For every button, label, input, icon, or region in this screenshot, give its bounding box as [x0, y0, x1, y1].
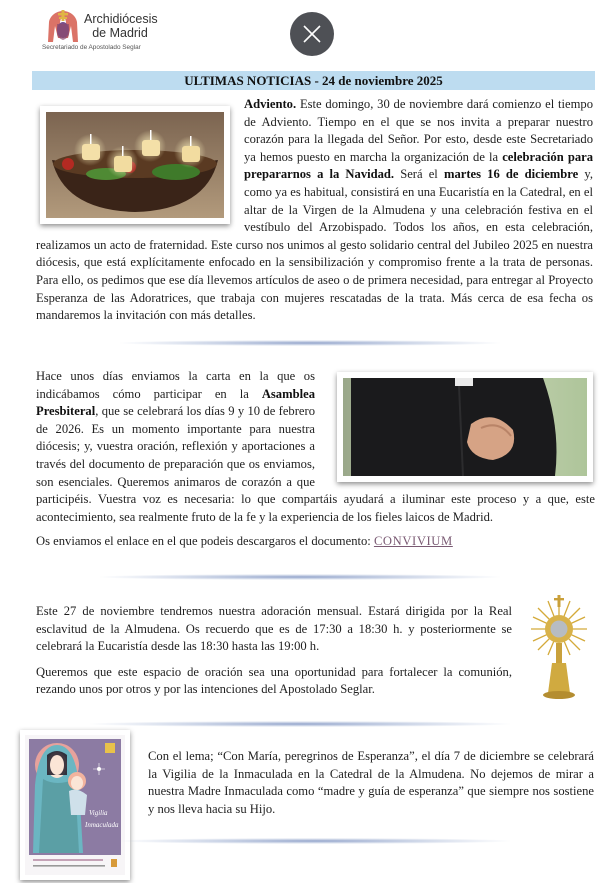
section-divider — [90, 721, 510, 727]
vigilia-poster-picture — [25, 735, 125, 875]
advent-text-1: Este domingo, 30 de noviembre dará comienzo el tiempo de Adviento. Tiempo en el que se nos invita a preparar nuestro corazón para la llegada del Señor. Por esto, desde este Secretariado ya hemos puesto en marcha la organización de la — [244, 97, 593, 164]
advent-text-3: y, como ya es habitual, consistirá en una Eucaristía en la Catedral, en el altar de la Virgen de la Almudena y una celebración festiva en el vestíbulo del Arzobispado. Todos los años, en esta celebración, realizamos un acto de fraternidad. Este curso nos unimos al gesto solidario central del Jubileo 2025 en nuestra diócesis, que está explícitamente enfocado en la sensibilización y compromiso frente a la trata de personas. Para ello, os pedimos que ese día llevemos artículos de aseo o de primera necesidad, para entregar al Proyecto Esperanza de las Adoratrices, que trabaja con mujeres rescatadas de la trata. Más cerca de esa fecha os mandaremos la invitación con más detalles. — [36, 167, 593, 323]
svg-text:Vigilia: Vigilia — [89, 809, 108, 817]
section-divider — [100, 574, 500, 580]
header — [0, 0, 600, 66]
news-banner-title: ULTIMAS NOTICIAS - 24 de noviembre 2025 — [32, 71, 595, 90]
advent-wreath-image — [40, 106, 230, 224]
priest-image — [337, 372, 593, 482]
asamblea-bold-title: Asamblea Presbiteral — [36, 386, 315, 419]
asamblea-text-2: , que se celebrará los días 9 y 10 de febrero de 2026. Es un momento importante para nuestra diócesis; y, vuestra oración, reflexión y aportaciones a través del documento de preparación que os enviamos, son esenciales. Queremos animaros de corazón a que participéis. Vuestra voz es necesaria: lo que compartáis ayudará a iluminar este proceso y a que, este acontecimiento, sea realmente fruto de la fe y la experiencia de los fieles laicos de Madrid. — [36, 404, 595, 524]
svg-text:Inmaculada: Inmaculada — [85, 821, 119, 829]
logo-title-line2: de Madrid — [92, 26, 148, 40]
section-divider — [120, 340, 500, 346]
adoracion-paragraph-1: Este 27 de noviembre tendremos nuestra adoración mensual. Estará dirigida por la Real esclavitud de la Almudena. Os recuerdo que es de 17:30 a 18:30 h. y posteriormente se celebrará la Eucaristía desde las 18:30 hasta las 19:00 h. — [36, 604, 512, 654]
close-icon — [302, 24, 322, 44]
close-button[interactable] — [290, 12, 334, 56]
asamblea-text-1: Hace unos días enviamos la carta en la que os indicábamos cómo participar en la — [36, 369, 315, 401]
vigilia-paragraph: Con el lema; “Con María, peregrinos de Esperanza”, el día 7 de diciembre se celebrará la Vigilia de la Inmaculada en la Catedral de la Almudena. No dejemos de mirar a nuestra Madre Inmaculada como “madre y guía de esperanza” que siempre nos sostiene y nos lleva hacia su Hijo. — [148, 749, 594, 816]
advent-lead: Adviento. — [244, 97, 297, 111]
section-divider — [120, 838, 510, 844]
advent-bold-celebration: celebración para prepararnos a la Navidad. — [244, 149, 594, 182]
advent-bold-date: martes 16 de diciembre — [443, 167, 579, 182]
advent-wreath-picture — [46, 112, 224, 218]
vigilia-poster-image — [20, 730, 130, 880]
archdiocese-logo — [42, 6, 160, 54]
coat-of-arms-icon — [46, 8, 80, 44]
logo-title-line1: Archidiócesis — [84, 12, 158, 26]
logo-title — [84, 12, 156, 40]
advent-text-2: Será el — [394, 167, 444, 182]
logo-subtitle: Secretariado de Apostolado Seglar — [42, 44, 141, 51]
convivium-link[interactable]: CONVIVIUM — [373, 534, 453, 549]
monstrance-image — [530, 595, 588, 703]
adoracion-paragraph-2: Queremos que este espacio de oración sea una oportunidad para fortalecer la comunión, rezando unos por otros y por las intenciones del Apostolado Seglar. — [36, 664, 512, 697]
priest-praying-picture — [343, 378, 587, 476]
convivium-line — [36, 533, 595, 551]
convivium-line-text: Os enviamos el enlace en el que podeis descargaros el documento: — [36, 534, 374, 549]
